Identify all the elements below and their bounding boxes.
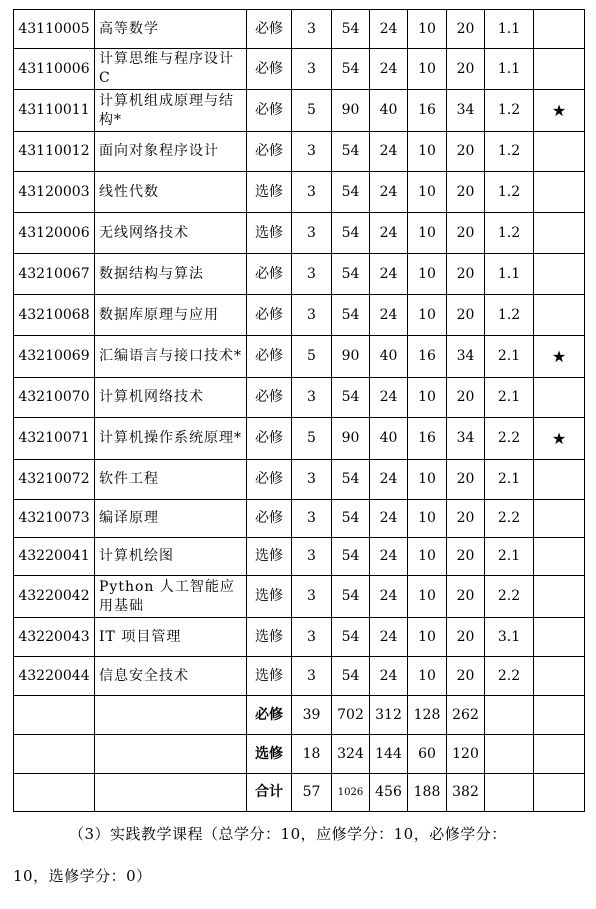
course-type: 选修 <box>247 172 292 213</box>
course-code: 43210070 <box>14 378 95 418</box>
course-hours: 54 <box>332 213 370 254</box>
course-hours: 90 <box>332 90 370 132</box>
course-code: 43110005 <box>14 10 95 49</box>
practice-course-paragraph-line2: 10，选修学分：0） <box>13 867 152 885</box>
course-name: 线性代数 <box>95 172 247 213</box>
summary-credit: 57 <box>292 774 332 812</box>
course-hours: 54 <box>332 500 370 538</box>
course-name: 计算思维与程序设计C <box>95 49 247 90</box>
table-row <box>14 172 585 213</box>
course-credit: 5 <box>292 418 332 460</box>
core-course-star <box>534 460 585 500</box>
course-table <box>13 9 585 812</box>
course-hours: 54 <box>332 295 370 336</box>
course-lab-hours: 10 <box>408 132 447 172</box>
table-row <box>14 618 585 657</box>
course-code: 43210071 <box>14 418 95 460</box>
course-type: 必修 <box>247 49 292 90</box>
course-hours: 54 <box>332 49 370 90</box>
course-type: 选修 <box>247 618 292 657</box>
table-row <box>14 10 585 49</box>
course-name: 计算机绘图 <box>95 538 247 576</box>
summary-label: 选修 <box>247 735 292 774</box>
course-term: 2.2 <box>485 418 534 460</box>
course-credit: 3 <box>292 254 332 295</box>
empty-cell <box>534 774 585 812</box>
course-lab-hours: 10 <box>408 213 447 254</box>
course-term: 1.2 <box>485 172 534 213</box>
course-type: 必修 <box>247 378 292 418</box>
course-credit: 3 <box>292 576 332 618</box>
course-type: 必修 <box>247 336 292 378</box>
summary-lab-hours: 128 <box>408 696 447 735</box>
course-name: 信息安全技术 <box>95 657 247 696</box>
core-course-star <box>534 49 585 90</box>
table-row <box>14 90 585 132</box>
course-code: 43110011 <box>14 90 95 132</box>
table-row <box>14 460 585 500</box>
summary-hours: 702 <box>332 696 370 735</box>
summary-row <box>14 774 585 812</box>
course-lab-hours: 10 <box>408 657 447 696</box>
core-course-star <box>534 10 585 49</box>
course-term: 1.2 <box>485 213 534 254</box>
summary-credit: 39 <box>292 696 332 735</box>
course-hours: 54 <box>332 576 370 618</box>
course-code: 43110012 <box>14 132 95 172</box>
table-row <box>14 500 585 538</box>
summary-hours: 1026 <box>332 774 370 812</box>
empty-cell <box>95 696 247 735</box>
course-hours: 90 <box>332 336 370 378</box>
course-type: 选修 <box>247 213 292 254</box>
course-credit: 3 <box>292 618 332 657</box>
course-credit: 3 <box>292 538 332 576</box>
course-lecture-hours: 24 <box>370 172 408 213</box>
course-code: 43210072 <box>14 460 95 500</box>
summary-practice-hours: 262 <box>447 696 485 735</box>
course-hours: 54 <box>332 618 370 657</box>
course-term: 2.1 <box>485 460 534 500</box>
course-practice-hours: 20 <box>447 132 485 172</box>
course-term: 2.2 <box>485 500 534 538</box>
course-name: Python 人工智能应用基础 <box>95 576 247 618</box>
core-course-star <box>534 254 585 295</box>
empty-cell <box>14 735 95 774</box>
course-code: 43210068 <box>14 295 95 336</box>
course-practice-hours: 34 <box>447 418 485 460</box>
course-credit: 3 <box>292 132 332 172</box>
course-hours: 54 <box>332 254 370 295</box>
course-practice-hours: 34 <box>447 336 485 378</box>
course-term: 3.1 <box>485 618 534 657</box>
table-row <box>14 418 585 460</box>
course-practice-hours: 34 <box>447 90 485 132</box>
course-type: 选修 <box>247 576 292 618</box>
course-practice-hours: 20 <box>447 254 485 295</box>
course-hours: 54 <box>332 378 370 418</box>
course-hours: 54 <box>332 10 370 49</box>
empty-cell <box>14 774 95 812</box>
course-lab-hours: 16 <box>408 418 447 460</box>
table-row <box>14 132 585 172</box>
summary-hours: 324 <box>332 735 370 774</box>
course-type: 必修 <box>247 418 292 460</box>
course-lecture-hours: 24 <box>370 10 408 49</box>
core-course-star: ★ <box>534 336 585 378</box>
course-lab-hours: 16 <box>408 336 447 378</box>
course-practice-hours: 20 <box>447 295 485 336</box>
course-lab-hours: 10 <box>408 618 447 657</box>
core-course-star <box>534 538 585 576</box>
course-name: 无线网络技术 <box>95 213 247 254</box>
course-code: 43220044 <box>14 657 95 696</box>
course-name: 面向对象程序设计 <box>95 132 247 172</box>
table-row <box>14 576 585 618</box>
course-credit: 3 <box>292 295 332 336</box>
course-hours: 54 <box>332 460 370 500</box>
summary-lab-hours: 188 <box>408 774 447 812</box>
course-lecture-hours: 24 <box>370 618 408 657</box>
core-course-star <box>534 132 585 172</box>
core-course-star <box>534 618 585 657</box>
course-code: 43220043 <box>14 618 95 657</box>
course-code: 43120006 <box>14 213 95 254</box>
course-hours: 54 <box>332 657 370 696</box>
summary-lecture-hours: 456 <box>370 774 408 812</box>
empty-cell <box>95 735 247 774</box>
summary-lab-hours: 60 <box>408 735 447 774</box>
course-lecture-hours: 24 <box>370 576 408 618</box>
course-credit: 3 <box>292 657 332 696</box>
core-course-star: ★ <box>534 90 585 132</box>
course-practice-hours: 20 <box>447 49 485 90</box>
course-code: 43210067 <box>14 254 95 295</box>
course-hours: 54 <box>332 172 370 213</box>
course-lecture-hours: 24 <box>370 132 408 172</box>
table-row <box>14 213 585 254</box>
course-code: 43210069 <box>14 336 95 378</box>
course-name: 计算机操作系统原理* <box>95 418 247 460</box>
course-name: 计算机网络技术 <box>95 378 247 418</box>
course-term: 2.2 <box>485 657 534 696</box>
course-lab-hours: 10 <box>408 500 447 538</box>
course-name: IT 项目管理 <box>95 618 247 657</box>
practice-course-paragraph-line1: （3）实践教学课程（总学分：10，应修学分：10，必修学分： <box>69 825 507 843</box>
course-lecture-hours: 40 <box>370 336 408 378</box>
core-course-star <box>534 576 585 618</box>
course-type: 选修 <box>247 538 292 576</box>
course-credit: 3 <box>292 213 332 254</box>
summary-lecture-hours: 312 <box>370 696 408 735</box>
course-term: 2.1 <box>485 336 534 378</box>
core-course-star: ★ <box>534 418 585 460</box>
course-credit: 3 <box>292 10 332 49</box>
empty-cell <box>534 696 585 735</box>
course-practice-hours: 20 <box>447 618 485 657</box>
course-credit: 3 <box>292 49 332 90</box>
course-practice-hours: 20 <box>447 538 485 576</box>
summary-label: 必修 <box>247 696 292 735</box>
empty-cell <box>14 696 95 735</box>
course-name: 数据库原理与应用 <box>95 295 247 336</box>
course-type: 必修 <box>247 90 292 132</box>
course-code: 43220042 <box>14 576 95 618</box>
course-type: 必修 <box>247 500 292 538</box>
course-term: 2.1 <box>485 378 534 418</box>
course-code: 43220041 <box>14 538 95 576</box>
empty-cell <box>485 735 534 774</box>
course-hours: 54 <box>332 538 370 576</box>
core-course-star <box>534 213 585 254</box>
course-term: 1.1 <box>485 49 534 90</box>
course-term: 2.1 <box>485 538 534 576</box>
course-lecture-hours: 24 <box>370 460 408 500</box>
course-lab-hours: 10 <box>408 49 447 90</box>
course-lab-hours: 10 <box>408 460 447 500</box>
course-lecture-hours: 24 <box>370 254 408 295</box>
course-code: 43110006 <box>14 49 95 90</box>
course-type: 必修 <box>247 295 292 336</box>
course-name: 汇编语言与接口技术* <box>95 336 247 378</box>
course-term: 2.2 <box>485 576 534 618</box>
course-practice-hours: 20 <box>447 213 485 254</box>
table-row <box>14 538 585 576</box>
course-name: 编译原理 <box>95 500 247 538</box>
table-row <box>14 295 585 336</box>
course-type: 选修 <box>247 657 292 696</box>
course-code: 43210073 <box>14 500 95 538</box>
summary-practice-hours: 120 <box>447 735 485 774</box>
course-lab-hours: 16 <box>408 90 447 132</box>
summary-row <box>14 735 585 774</box>
course-lecture-hours: 24 <box>370 538 408 576</box>
course-lab-hours: 10 <box>408 172 447 213</box>
course-credit: 3 <box>292 460 332 500</box>
course-lecture-hours: 24 <box>370 657 408 696</box>
summary-table-body <box>14 696 585 812</box>
summary-label: 合计 <box>247 774 292 812</box>
course-lecture-hours: 40 <box>370 418 408 460</box>
course-lab-hours: 10 <box>408 254 447 295</box>
course-type: 必修 <box>247 460 292 500</box>
course-term: 1.2 <box>485 295 534 336</box>
course-lecture-hours: 24 <box>370 295 408 336</box>
course-practice-hours: 20 <box>447 10 485 49</box>
course-term: 1.2 <box>485 132 534 172</box>
course-credit: 5 <box>292 336 332 378</box>
course-name: 软件工程 <box>95 460 247 500</box>
course-practice-hours: 20 <box>447 460 485 500</box>
empty-cell <box>534 735 585 774</box>
course-lab-hours: 10 <box>408 295 447 336</box>
course-name: 数据结构与算法 <box>95 254 247 295</box>
course-hours: 54 <box>332 132 370 172</box>
empty-cell <box>485 774 534 812</box>
course-lecture-hours: 24 <box>370 378 408 418</box>
course-credit: 5 <box>292 90 332 132</box>
course-practice-hours: 20 <box>447 378 485 418</box>
summary-lecture-hours: 144 <box>370 735 408 774</box>
course-lecture-hours: 24 <box>370 49 408 90</box>
course-lab-hours: 10 <box>408 10 447 49</box>
course-practice-hours: 20 <box>447 657 485 696</box>
empty-cell <box>95 774 247 812</box>
core-course-star <box>534 657 585 696</box>
course-lecture-hours: 24 <box>370 213 408 254</box>
core-course-star <box>534 295 585 336</box>
course-term: 1.1 <box>485 254 534 295</box>
course-practice-hours: 20 <box>447 500 485 538</box>
course-lab-hours: 10 <box>408 576 447 618</box>
course-lecture-hours: 40 <box>370 90 408 132</box>
course-credit: 3 <box>292 172 332 213</box>
course-type: 必修 <box>247 132 292 172</box>
course-table-body <box>14 10 585 696</box>
table-row <box>14 657 585 696</box>
summary-practice-hours: 382 <box>447 774 485 812</box>
course-practice-hours: 20 <box>447 576 485 618</box>
course-name: 计算机组成原理与结构* <box>95 90 247 132</box>
course-term: 1.2 <box>485 90 534 132</box>
course-lab-hours: 10 <box>408 538 447 576</box>
core-course-star <box>534 172 585 213</box>
table-row <box>14 378 585 418</box>
course-credit: 3 <box>292 500 332 538</box>
course-hours: 90 <box>332 418 370 460</box>
core-course-star <box>534 378 585 418</box>
course-credit: 3 <box>292 378 332 418</box>
course-lecture-hours: 24 <box>370 500 408 538</box>
course-type: 必修 <box>247 254 292 295</box>
course-term: 1.1 <box>485 10 534 49</box>
summary-row <box>14 696 585 735</box>
course-practice-hours: 20 <box>447 172 485 213</box>
core-course-star <box>534 500 585 538</box>
course-lab-hours: 10 <box>408 378 447 418</box>
course-name: 高等数学 <box>95 10 247 49</box>
table-row <box>14 49 585 90</box>
course-code: 43120003 <box>14 172 95 213</box>
table-row <box>14 254 585 295</box>
table-row <box>14 336 585 378</box>
summary-credit: 18 <box>292 735 332 774</box>
course-type: 必修 <box>247 10 292 49</box>
empty-cell <box>485 696 534 735</box>
